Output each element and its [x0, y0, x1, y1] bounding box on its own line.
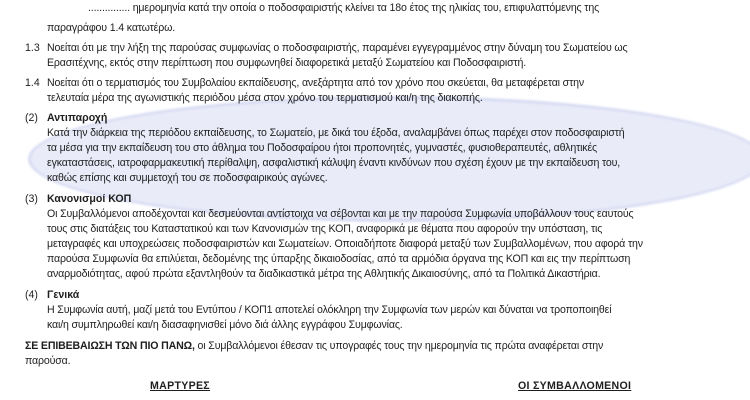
clause-number-1-3: 1.3: [25, 42, 40, 54]
closing-line-1-rest: οι Συμβαλλόμενοι έθεσαν τις υπογραφές τους την ημερομηνία τις πρώτα αναφέρεται στην: [194, 340, 604, 352]
section-2-line-2: τα μέσα για την εκπαίδευση του στο άθλημα του Ποδοσφαίρου ήτοι προπονητές, γυμναστές, φυσιοθεραπευτές, αθλητικές: [47, 142, 597, 154]
clause-1-4-line-2: τελευταία μέρα της αγωνιστικής περιόδου μέσα στον χρόνο του τερματισμού και/η της διακοπής.: [47, 92, 483, 104]
clause-1-2-tail-line-2: παραγράφου 1.4 κατωτέρω.: [47, 22, 176, 34]
section-3-line-5: αναρμοδιότητας, αφού πρώτα εξαντληθούν τα διαδικαστικά μέτρα της Αθλητικής Δικαιοσύνης, από τα Πολιτικά Δικαστήρια.: [47, 268, 601, 280]
section-3-line-3: μεταγραφές και υποχρεώσεις ποδοσφαιριστών και Σωματείων. Οποιαδήποτε διαφορά μεταξύ των Συμβαλλομένων, που αφορά την: [47, 238, 643, 250]
closing-bold-prefix: ΣΕ ΕΠΙΒΕΒΑΙΩΣΗ ΤΩΝ ΠΙΟ ΠΑΝΩ,: [25, 340, 195, 352]
section-2-line-3: εγκαταστάσεις, ιατροφαρμακευτική περίθαλψη, ασφαλιστική κάλυψη έναντι κινδύνων που σχέση έχουν με την εκπαίδευση του,: [47, 157, 621, 169]
section-4-heading: Γενικά: [47, 289, 80, 301]
section-number-3: (3): [25, 193, 38, 205]
section-number-2: (2): [25, 112, 38, 124]
section-3-line-2: τους στις διατάξεις του Καταστατικού και των Κανονισμών της ΚΟΠ, αναφορικά με θέματα που αφορούν την υπόσταση, τις: [47, 223, 603, 235]
clause-1-3-line-2: Ερασιτέχνης, εκτός στην περίπτωση που συμφωνηθεί διαφορετικά μεταξύ Σωματείου και Ποδοσφαιριστή.: [47, 57, 527, 69]
section-2-line-4: καθώς επίσης και συμμετοχή του σε ποδοσφαιρικούς αγώνες.: [47, 172, 328, 184]
section-3-line-1: Οι Συμβαλλόμενοι αποδέχονται και δεσμεύονται αντίστοιχα να σέβονται και με την παρούσα Συμφωνία υποβάλλουν τους εαυτούς: [47, 208, 634, 220]
section-3-heading: Κανονισμοί ΚΟΠ: [47, 193, 132, 205]
section-4-line-2: και/η συμπληρωθεί και/η διασαφηνισθεί μόνο διά άλλης εγγράφου Συμφωνίας.: [47, 319, 403, 331]
section-2-heading: Αντιπαροχή: [47, 112, 108, 124]
section-3-line-4: παρούσα Συμφωνία θα επιλύεται, δεδομένης της ύπαρξης δικαιοδοσίας, από τα αρμόδια όργανα της ΚΟΠ και εις την περίπτωση: [47, 253, 631, 265]
clause-1-3-line-1: Νοείται ότι με την λήξη της παρούσας συμφωνίας ο ποδοσφαιριστής, παραμένει εγγεγραμμένος στην δύναμη του Σωματείου ως: [47, 42, 628, 54]
section-2-line-1: Κατά την διάρκεια της περιόδου εκπαίδευσης, το Σωματείο, με δικά του έξοδα, αναλαμβάνει όπως παρέχει στον ποδοσφαιριστή: [47, 127, 625, 139]
section-4-line-1: Η Συμφωνία αυτή, μαζί μετά του Εντύπου / ΚΟΠ1 αποτελεί ολόκληρη την Συμφωνία των μερών και δύναται να τροποποιηθεί: [47, 304, 612, 316]
section-number-4: (4): [25, 289, 38, 301]
witnesses-heading: ΜΑΡΤΥΡΕΣ: [150, 380, 210, 392]
parties-heading: ΟΙ ΣΥΜΒΑΛΛΟΜΕΝΟΙ: [518, 380, 632, 392]
closing-line-2: παρούσα.: [25, 355, 71, 367]
closing-line-1: [25, 339, 603, 354]
clause-1-2-tail-line-1: ............... ημερομηνία κατά την οποία ο ποδοσφαιριστής κλείνει τα 18ο έτος της ηλικίας του, επιφυλαττόμενης της: [88, 2, 600, 14]
clause-number-1-4: 1.4: [25, 77, 40, 89]
clause-1-4-line-1: Νοείται ότι ο τερματισμός του Συμβολαίου εκπαίδευσης, ανεξάρτητα από τον χρόνο που σκεύεται, θα μεταφέρεται στην: [47, 77, 584, 89]
